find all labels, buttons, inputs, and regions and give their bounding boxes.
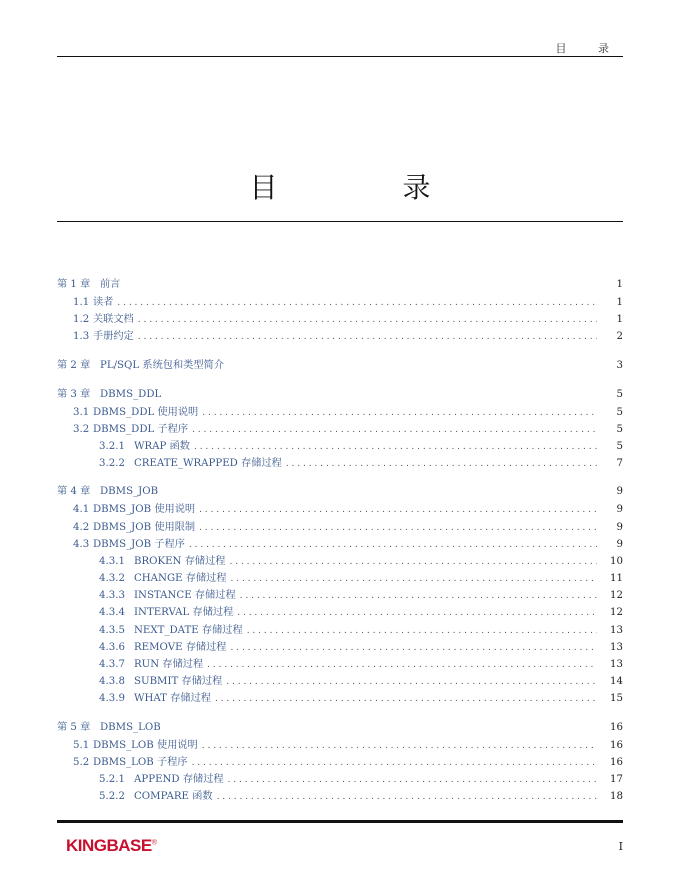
- toc-section-number: 3.2: [73, 423, 90, 435]
- toc-page-number: 2: [616, 331, 623, 343]
- toc-leader-dots: [138, 332, 597, 342]
- toc-leader-dots: [202, 741, 597, 751]
- toc-subsection-link[interactable]: [57, 689, 623, 706]
- toc-chapter-link[interactable]: [57, 385, 623, 403]
- toc-section-title: 手册约定: [93, 331, 134, 343]
- toc-page-number: 12: [610, 590, 623, 602]
- toc-section-title: 关联文档: [93, 314, 134, 326]
- toc-page-number: 12: [610, 607, 623, 619]
- toc-subsection-title: CHANGE 存储过程: [134, 573, 227, 585]
- toc-section-link[interactable]: [57, 403, 623, 420]
- logo-text: KINGBASE: [66, 836, 152, 855]
- toc-leader-dots: [240, 591, 597, 601]
- toc-page-number: 9: [616, 538, 623, 550]
- toc-chapter-title: DBMS_LOB: [100, 721, 161, 733]
- toc-leader-dots: [286, 459, 597, 469]
- toc-section-link[interactable]: [57, 327, 623, 344]
- toc-subsection-link[interactable]: [57, 454, 623, 471]
- toc-subsection-title: NEXT_DATE 存储过程: [134, 624, 243, 636]
- toc-section-link[interactable]: [57, 535, 623, 552]
- toc-subsection-number: 4.3.1: [99, 555, 125, 567]
- toc-section-title: DBMS_JOB 子程序: [93, 538, 185, 550]
- toc-leader-dots: [192, 758, 597, 768]
- toc-subsection-title: WRAP 函数: [134, 440, 190, 452]
- toc-page-number: 14: [610, 676, 623, 688]
- toc-section-number: 3.1: [73, 406, 90, 418]
- toc-leader-dots: [194, 442, 597, 452]
- toc-page-number: 5: [616, 388, 623, 400]
- toc-page-number: 10: [610, 555, 623, 567]
- toc-page-number: 9: [616, 504, 623, 516]
- toc-subsection-title: WHAT 存储过程: [134, 693, 211, 705]
- toc-subsection-title: BROKEN 存储过程: [134, 555, 226, 567]
- table-of-contents: [57, 275, 623, 804]
- toc-subsection-title: INSTANCE 存储过程: [134, 590, 236, 602]
- toc-page-number: 3: [616, 359, 623, 371]
- toc-leader-dots: [217, 792, 597, 802]
- toc-subsection-number: 4.3.7: [99, 659, 125, 670]
- toc-leader-dots: [231, 574, 597, 584]
- toc-subsection-link[interactable]: [57, 655, 623, 672]
- toc-section-title: DBMS_JOB 使用说明: [93, 504, 196, 516]
- toc-page-number: 1: [616, 279, 623, 290]
- footer-rule: [57, 820, 623, 823]
- header-rule: [57, 56, 623, 57]
- toc-page-number: 18: [610, 791, 623, 803]
- toc-page-number: 15: [610, 693, 623, 705]
- toc-subsection-link[interactable]: [57, 437, 623, 454]
- toc-section-title: DBMS_DDL 子程序: [93, 423, 189, 435]
- toc-page-number: 5: [616, 440, 623, 452]
- toc-leader-dots: [138, 315, 597, 325]
- toc-chapter-title: PL/SQL 系统包和类型简介: [100, 359, 224, 371]
- toc-page-number: 9: [616, 486, 623, 498]
- toc-leader-dots: [237, 608, 597, 618]
- toc-section-title: 读者: [93, 297, 114, 308]
- toc-subsection-title: CREATE_WRAPPED 存储过程: [134, 458, 282, 470]
- toc-page-number: 16: [610, 756, 623, 768]
- toc-page-number: 13: [610, 624, 623, 636]
- toc-subsection-link[interactable]: [57, 552, 623, 569]
- toc-subsection-number: 4.3.4: [99, 607, 125, 619]
- toc-chapter-link[interactable]: [57, 718, 623, 736]
- toc-page-number: 16: [610, 721, 623, 733]
- toc-page-number: 13: [610, 641, 623, 653]
- toc-subsection-link[interactable]: [57, 787, 623, 804]
- toc-page-number: 16: [610, 739, 623, 751]
- toc-page-number: 17: [610, 773, 623, 785]
- toc-section-link[interactable]: [57, 753, 623, 770]
- toc-leader-dots: [117, 298, 597, 308]
- logo-registered-mark: ®: [151, 839, 157, 847]
- page-number: I: [618, 840, 623, 853]
- toc-subsection-number: 5.2.1: [99, 773, 125, 785]
- toc-section-number: 4.2: [73, 521, 90, 533]
- toc-section-link[interactable]: [57, 420, 623, 437]
- toc-subsection-link[interactable]: [57, 603, 623, 620]
- toc-section-link[interactable]: [57, 736, 623, 753]
- toc-page-number: 5: [616, 406, 623, 418]
- toc-subsection-title: COMPARE 函数: [134, 791, 213, 803]
- toc-leader-dots: [231, 643, 598, 653]
- toc-subsection-link[interactable]: [57, 586, 623, 603]
- toc-leader-dots: [189, 540, 597, 550]
- toc-chapter-title: DBMS_DDL: [100, 388, 162, 400]
- page-title: 目 录: [249, 171, 489, 204]
- toc-subsection-link[interactable]: [57, 770, 623, 787]
- toc-chapter-number: 第 5 章: [57, 721, 91, 733]
- toc-section-link[interactable]: [57, 518, 623, 535]
- toc-leader-dots: [229, 557, 597, 567]
- toc-chapter: [57, 718, 623, 805]
- toc-subsection-link[interactable]: [57, 621, 623, 638]
- toc-subsection-number: 4.3.5: [99, 624, 125, 636]
- toc-leader-dots: [199, 505, 597, 515]
- toc-subsection-title: SUBMIT 存储过程: [134, 676, 223, 688]
- toc-subsection-link[interactable]: [57, 672, 623, 689]
- toc-page-number: 1: [616, 314, 623, 326]
- toc-chapter-number: 第 1 章: [57, 279, 91, 290]
- toc-subsection-number: 4.3.6: [99, 641, 125, 653]
- toc-chapter-title: 前言: [100, 279, 121, 290]
- running-header: 目 录: [555, 42, 623, 55]
- toc-page-number: 9: [616, 521, 623, 533]
- toc-subsection-number: 3.2.1: [99, 440, 125, 452]
- toc-subsection-title: REMOVE 存储过程: [134, 641, 227, 653]
- toc-chapter-number: 第 3 章: [57, 388, 91, 400]
- toc-page-number: 1: [616, 297, 623, 308]
- toc-leader-dots: [247, 626, 597, 636]
- toc-leader-dots: [226, 677, 597, 687]
- toc-leader-dots: [202, 408, 597, 418]
- toc-section-title: DBMS_LOB 子程序: [93, 756, 188, 768]
- toc-section-title: DBMS_LOB 使用说明: [93, 739, 198, 751]
- toc-chapter: [57, 356, 623, 374]
- toc-subsection-number: 4.3.9: [99, 693, 125, 705]
- toc-subsection-number: 4.3.2: [99, 573, 125, 585]
- toc-section-number: 1.2: [73, 314, 90, 326]
- toc-subsection-number: 4.3.8: [99, 676, 125, 688]
- toc-chapter-number: 第 2 章: [57, 359, 91, 371]
- toc-chapter: [57, 482, 623, 706]
- toc-section-number: 1.3: [73, 331, 90, 343]
- toc-chapter-link[interactable]: [57, 482, 623, 500]
- toc-chapter-number: 第 4 章: [57, 486, 91, 498]
- toc-page-number: 5: [616, 423, 623, 435]
- toc-section-number: 1.1: [73, 297, 90, 308]
- toc-leader-dots: [215, 694, 597, 704]
- toc-section-link[interactable]: [57, 310, 623, 327]
- toc-chapter-link[interactable]: [57, 356, 623, 374]
- toc-chapter-title: DBMS_JOB: [100, 486, 159, 498]
- toc-section-number: 4.3: [73, 538, 90, 550]
- toc-section-number: 4.1: [73, 504, 90, 516]
- kingbase-logo: [66, 836, 156, 856]
- title-rule: [57, 221, 623, 222]
- toc-section-link[interactable]: [57, 293, 623, 310]
- toc-page-number: 13: [610, 659, 623, 670]
- toc-page-number: 7: [616, 458, 623, 470]
- toc-chapter-link[interactable]: [57, 275, 623, 293]
- toc-subsection-link[interactable]: [57, 569, 623, 586]
- toc-section-link[interactable]: [57, 500, 623, 517]
- toc-subsection-link[interactable]: [57, 638, 623, 655]
- toc-subsection-title: RUN 存储过程: [134, 659, 204, 670]
- toc-section-title: DBMS_DDL 使用说明: [93, 406, 199, 418]
- toc-leader-dots: [207, 660, 597, 670]
- toc-leader-dots: [199, 523, 597, 533]
- toc-subsection-title: APPEND 存储过程: [134, 773, 224, 785]
- toc-subsection-number: 4.3.3: [99, 590, 125, 602]
- toc-section-number: 5.1: [73, 739, 90, 751]
- toc-page-number: 11: [610, 573, 623, 585]
- toc-leader-dots: [228, 775, 597, 785]
- toc-section-number: 5.2: [73, 756, 90, 768]
- toc-section-title: DBMS_JOB 使用限制: [93, 521, 196, 533]
- toc-subsection-number: 3.2.2: [99, 458, 125, 470]
- toc-subsection-title: INTERVAL 存储过程: [134, 607, 234, 619]
- toc-subsection-number: 5.2.2: [99, 791, 125, 803]
- toc-leader-dots: [192, 425, 597, 435]
- toc-chapter: [57, 385, 623, 472]
- toc-chapter: [57, 275, 623, 345]
